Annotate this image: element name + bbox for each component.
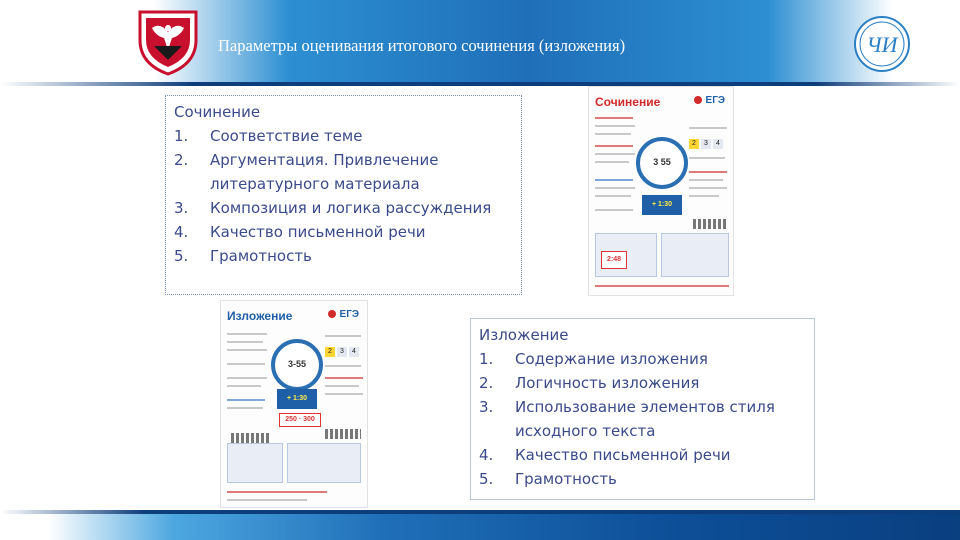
poster-text-line <box>227 407 263 409</box>
poster-text-line <box>595 187 635 189</box>
poster-bar-graphic <box>325 429 361 439</box>
poster-text-line <box>595 195 631 197</box>
poster-text-line <box>227 377 267 379</box>
poster-text-line <box>227 363 265 365</box>
list-item <box>479 395 806 443</box>
list-item <box>479 371 806 395</box>
poster-score: 2:48 <box>606 256 621 263</box>
poster-text-line <box>325 365 361 367</box>
institute-logo-icon <box>852 14 912 74</box>
item-text: Качество письменной речи <box>210 223 426 241</box>
poster-extra-time: + 1:30 <box>277 389 317 409</box>
grade-box: 4 <box>349 347 359 357</box>
essay-criteria-box <box>165 95 522 295</box>
ege-logo-icon <box>327 309 337 319</box>
svg-text:ЧИ: ЧИ <box>866 32 898 57</box>
poster-score-box <box>601 251 627 269</box>
poster-text-line <box>325 393 363 395</box>
list-item <box>479 347 806 371</box>
poster-text-line <box>325 335 361 337</box>
grade-box: 2 <box>325 347 335 357</box>
item-number: 5. <box>174 247 189 265</box>
poster-text-line <box>595 161 629 163</box>
item-number: 3. <box>479 398 494 416</box>
poster-text-line <box>595 145 633 147</box>
grade-box: 3 <box>701 139 711 149</box>
poster-text-line <box>325 377 363 379</box>
poster-info-block <box>661 233 729 277</box>
ege-logo-icon <box>693 95 703 105</box>
header <box>0 0 960 95</box>
poster-text-line <box>689 127 727 129</box>
item-text: Логичность изложения <box>515 374 700 392</box>
item-number: 4. <box>479 446 494 464</box>
grade-box: 3 <box>337 347 347 357</box>
item-number: 4. <box>174 223 189 241</box>
item-number: 1. <box>479 350 494 368</box>
poster-score-box <box>279 413 321 427</box>
poster-text-line <box>227 333 267 335</box>
item-number: 3. <box>174 199 189 217</box>
item-text: Композиция и логика рассуждения <box>210 199 492 217</box>
poster-text-line <box>689 195 719 197</box>
grade-box: 4 <box>713 139 723 149</box>
poster-time: 3 55 <box>653 157 671 167</box>
footer-gradient <box>0 514 960 540</box>
poster-title: Сочинение <box>595 95 661 109</box>
poster-info-block <box>287 443 361 483</box>
item-number: 5. <box>479 470 494 488</box>
item-number: 2. <box>174 151 189 169</box>
item-text: Использование элементов стиля исходного текста <box>515 398 775 440</box>
list-item <box>174 196 513 220</box>
poster-bar-graphic <box>231 433 271 443</box>
poster-bar-graphic <box>693 219 727 229</box>
list-item <box>174 244 513 268</box>
summary-criteria-box <box>470 318 815 500</box>
summary-title: Изложение <box>479 326 569 344</box>
udmurtia-emblem-icon <box>132 6 204 78</box>
essay-criteria-list <box>174 124 513 268</box>
poster-time: 3-55 <box>287 359 306 369</box>
poster-text-line <box>325 385 359 387</box>
item-number: 1. <box>174 127 189 145</box>
list-item <box>479 467 806 491</box>
list-item <box>479 443 806 467</box>
header-stripe <box>0 82 960 86</box>
poster-text-line <box>227 491 327 493</box>
poster-text-line <box>595 179 633 181</box>
poster-text-line <box>227 499 307 501</box>
poster-extra-time: + 1:30 <box>642 195 682 215</box>
poster-text-line <box>689 157 725 159</box>
item-text: Грамотность <box>515 470 617 488</box>
clock-icon <box>636 137 688 189</box>
poster-text-line <box>595 125 635 127</box>
poster-text-line <box>227 349 267 351</box>
item-text: Грамотность <box>210 247 312 265</box>
poster-text-line <box>689 179 723 181</box>
poster-text-line <box>595 117 633 119</box>
essay-poster-image <box>588 86 734 296</box>
item-number: 2. <box>479 374 494 392</box>
poster-text-line <box>595 133 631 135</box>
item-text: Аргументация. Привлечение литературного материала <box>210 151 439 193</box>
item-text: Содержание изложения <box>515 350 708 368</box>
poster-info-block <box>227 443 283 483</box>
grade-box: 2 <box>689 139 699 149</box>
list-item <box>174 124 513 148</box>
poster-ege-label: ЕГЭ <box>339 309 359 320</box>
page-title: Параметры оценивания итогового сочинения (изложения) <box>218 36 626 55</box>
list-item <box>174 220 513 244</box>
summary-criteria-list <box>479 347 806 491</box>
essay-title: Сочинение <box>174 103 261 121</box>
poster-ege-label: ЕГЭ <box>705 95 725 106</box>
list-item <box>174 148 513 196</box>
poster-text-line <box>595 285 729 287</box>
poster-text-line <box>227 385 261 387</box>
poster-text-line <box>595 209 633 211</box>
item-text: Качество письменной речи <box>515 446 731 464</box>
clock-icon <box>271 339 323 391</box>
poster-score: 250 · 300 <box>285 416 315 423</box>
poster-text-line <box>689 187 727 189</box>
footer-band <box>0 510 960 540</box>
poster-text-line <box>595 153 635 155</box>
poster-text-line <box>227 399 265 401</box>
poster-text-line <box>689 171 727 173</box>
poster-text-line <box>227 341 263 343</box>
summary-poster-image <box>220 300 368 508</box>
item-text: Соответствие теме <box>210 127 363 145</box>
poster-title: Изложение <box>227 309 293 323</box>
